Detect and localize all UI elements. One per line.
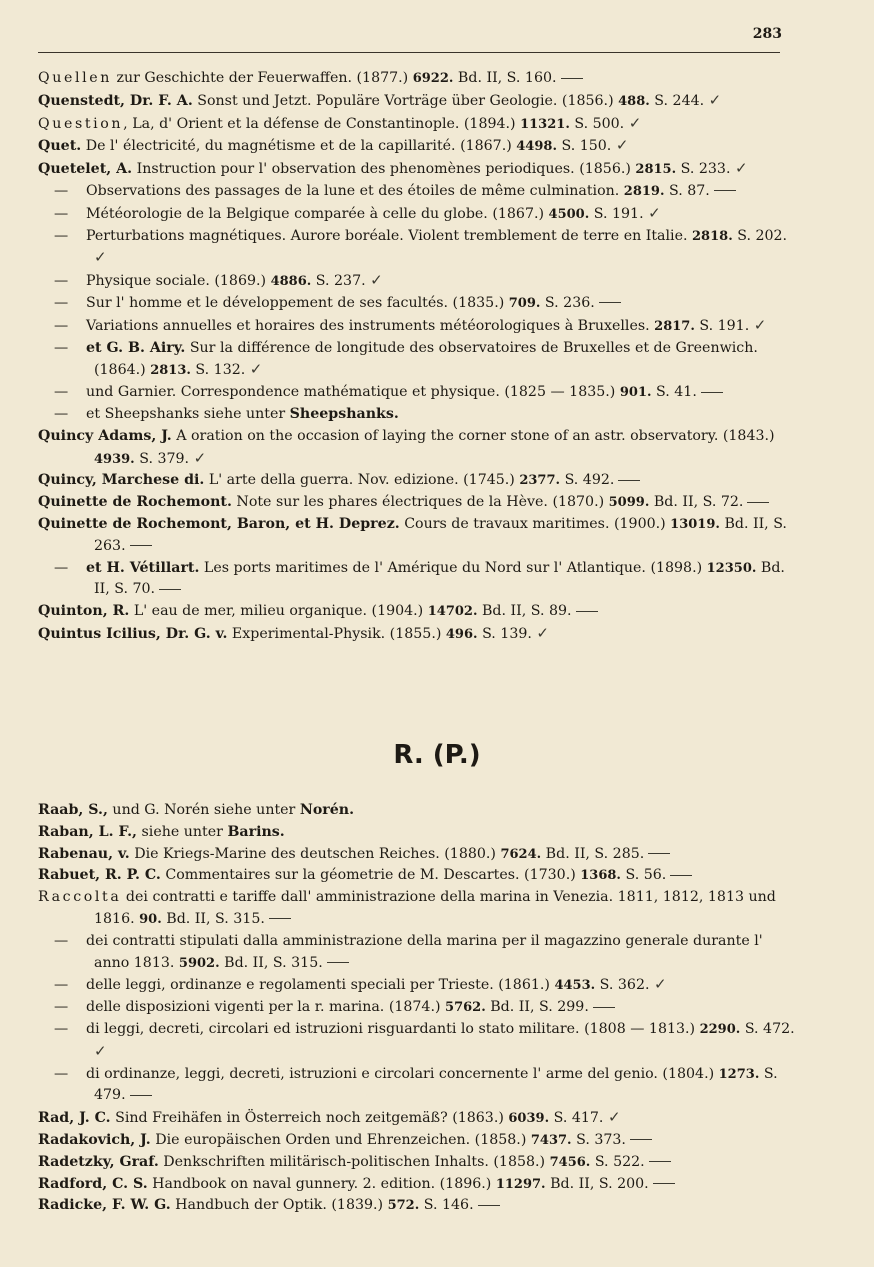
entry-heading: et H. Vétillart. <box>86 559 200 576</box>
dash-mark-icon <box>593 1007 615 1008</box>
dash-mark-icon <box>130 1095 152 1096</box>
catalog-number: 2813. <box>150 363 191 379</box>
check-mark-icon: ✓ <box>536 623 549 642</box>
entry-heading: Rabuet, R. P. C. <box>38 867 161 884</box>
dash-mark-icon <box>159 589 181 590</box>
ditto-dash: — <box>54 205 69 222</box>
entry-title: et Sheepshanks siehe unter <box>86 405 290 422</box>
ditto-dash: — <box>54 273 69 290</box>
header-rule <box>38 52 780 53</box>
dash-mark-icon <box>130 545 152 546</box>
entry-title: Cours de travaux maritimes. (1900.) <box>399 515 671 532</box>
entry-title: und G. Norén siehe unter <box>107 802 300 818</box>
entry-title: Note sur les phares électriques de la Hève. (1870.) <box>231 494 609 511</box>
entry-heading: Radetzky, Graf. <box>38 1153 159 1170</box>
catalog-number: 4453. <box>554 978 596 994</box>
sub-entry <box>38 1064 798 1108</box>
entry-title: De l' électricité, du magnétisme et de la capillarité. (1867.) <box>81 138 517 155</box>
page-reference: S. 379. <box>134 450 190 467</box>
entry-title: delle disposizioni vigenti per la r. marina. (1874.) <box>86 999 446 1016</box>
sub-entry <box>38 974 798 997</box>
catalog-entry <box>38 68 798 90</box>
page-reference: S. 236. <box>540 294 595 311</box>
catalog-entry <box>38 1152 798 1174</box>
entry-title: di ordinanze, leggi, decreti, istruzioni e circolari concernente l' arme del genio. (1804.) <box>86 1065 719 1082</box>
catalog-number: 2818. <box>692 228 733 244</box>
catalog-number: 7624. <box>500 846 542 862</box>
catalog-number: 5762. <box>445 1000 486 1016</box>
page-reference: Bd. II, S. 89. <box>477 603 572 620</box>
catalog-number: 7456. <box>549 1154 591 1170</box>
entry-title: Variations annuelles et horaires des instruments météorologiques à Bruxelles. <box>86 317 655 334</box>
dash-mark-icon <box>269 918 291 919</box>
entry-heading: Raban, L. F., <box>38 823 137 840</box>
entry-title: und Garnier. Correspondence mathématique et physique. (1825 — 1835.) <box>86 384 620 401</box>
catalog-entry <box>38 844 798 866</box>
page-reference: S. 500. <box>569 115 625 132</box>
catalog-entry <box>38 426 798 471</box>
catalog-number: 4498. <box>516 139 557 155</box>
spaced-heading: Quellen <box>38 70 112 86</box>
catalog-number: 11297. <box>495 1176 546 1192</box>
catalog-number: 5902. <box>178 955 220 971</box>
page-reference: S. 191. <box>694 317 750 334</box>
ditto-dash: — <box>54 384 69 401</box>
catalog-number: 4939. <box>94 451 135 467</box>
catalog-entry <box>38 865 798 887</box>
catalog-number: 1273. <box>718 1066 760 1082</box>
page-reference: S. 146. <box>419 1197 474 1214</box>
catalog-entry <box>38 514 798 558</box>
catalog-entry <box>38 492 798 514</box>
catalog-number: 7437. <box>530 1132 572 1148</box>
entry-title: Handbook on naval gunnery. 2. edition. (1896.) <box>147 1175 496 1192</box>
catalog-number: 488. <box>618 93 650 109</box>
entry-title: siehe unter <box>137 823 228 840</box>
entry-title: Les ports maritimes de l' Amérique du Nord sur l' Atlantique. (1898.) <box>199 559 707 576</box>
entry-heading: Quintus Icilius, Dr. G. v. <box>38 625 228 642</box>
entry-title: Sind Freihäfen in Österreich noch zeitgemäß? (1863.) <box>110 1110 509 1127</box>
page-reference: Bd. II, S. 315. <box>219 954 323 971</box>
page-reference: S. 244. <box>649 92 705 109</box>
sub-entry <box>38 181 798 203</box>
ditto-dash: — <box>54 182 69 199</box>
page-reference: S. 191. <box>589 205 644 222</box>
page-reference: S. 362. <box>595 977 650 994</box>
dash-mark-icon <box>649 1161 671 1162</box>
dash-mark-icon <box>576 611 598 612</box>
entry-title: Commentaires sur la géometrie de M. Descartes. (1730.) <box>160 867 581 884</box>
entry-heading: Quenstedt, Dr. F. A. <box>38 92 193 109</box>
entry-heading: Quinton, R. <box>38 603 130 620</box>
check-mark-icon: ✓ <box>734 159 748 178</box>
entry-title: di leggi, decreti, circolari ed istruzioni risguardanti lo stato militare. (1808 — 1813.) <box>86 1020 700 1037</box>
page-reference: S. 202. <box>732 227 788 244</box>
check-mark-icon: ✓ <box>654 975 667 994</box>
entry-title: dei contratti e tariffe dall' amministrazione della marina in Venezia. 1811, 1812, 1813 und 1816. <box>94 889 776 927</box>
sub-entry <box>38 270 798 293</box>
page-reference: S. 492. <box>560 472 615 489</box>
ditto-dash: — <box>54 977 69 994</box>
entry-title: Physique sociale. (1869.) <box>86 273 271 290</box>
dash-mark-icon <box>653 1183 675 1184</box>
entry-title: Die Kriegs-Marine des deutschen Reiches. (1880.) <box>129 845 501 862</box>
dash-mark-icon <box>747 502 769 503</box>
sub-entry <box>38 404 798 426</box>
check-mark-icon: ✓ <box>628 113 642 132</box>
dash-mark-icon <box>561 78 583 79</box>
entry-title: L' eau de mer, milieu organique. (1904.) <box>129 603 428 620</box>
catalog-number: 4886. <box>270 274 312 290</box>
check-mark-icon: ✓ <box>94 248 107 267</box>
catalog-number: 2819. <box>623 183 665 199</box>
catalog-number: 11321. <box>520 116 570 132</box>
page-reference: S. 139. <box>477 625 532 642</box>
catalog-entry <box>38 470 798 492</box>
page-reference: Bd. II, S. 70. <box>94 559 785 598</box>
ditto-dash: — <box>54 227 69 244</box>
page-reference: Bd. II, S. 285. <box>541 845 645 862</box>
catalog-number: 5099. <box>608 495 650 511</box>
ditto-dash: — <box>54 1020 69 1037</box>
entry-title: delle leggi, ordinanze e regolamenti speciali per Trieste. (1861.) <box>86 977 555 994</box>
check-mark-icon: ✓ <box>648 203 661 222</box>
sub-entry <box>38 226 798 271</box>
page-reference: Bd. II, S. 160. <box>453 70 557 86</box>
entry-heading: Quinette de Rochemont. <box>38 494 232 511</box>
ditto-dash: — <box>54 1065 69 1082</box>
catalog-number: 709. <box>508 295 541 311</box>
page-reference: S. 233. <box>676 161 731 178</box>
sub-entry <box>38 1019 798 1064</box>
ditto-dash: — <box>54 932 69 949</box>
catalog-entry <box>38 1130 798 1152</box>
cross-reference: Sheepshanks. <box>289 405 399 422</box>
page-reference: S. 479. <box>94 1065 778 1104</box>
ditto-dash: — <box>54 405 69 422</box>
entry-title: Denkschriften militärisch-politischen Inhalts. (1858.) <box>158 1153 550 1170</box>
spaced-heading: Question <box>38 115 124 132</box>
check-mark-icon: ✓ <box>94 1041 107 1060</box>
dash-mark-icon <box>648 853 670 854</box>
dash-mark-icon <box>478 1205 500 1206</box>
entry-title: Experimental-Physik. (1855.) <box>227 625 446 642</box>
page-reference: S. 373. <box>571 1131 626 1148</box>
entry-title: Handbuch der Optik. (1839.) <box>170 1197 388 1214</box>
page-reference: S. 417. <box>549 1110 604 1127</box>
catalog-entry <box>38 90 798 113</box>
entry-heading: Radford, C. S. <box>38 1175 148 1192</box>
entry-heading: Quincy Adams, J. <box>38 427 172 444</box>
catalog-entry <box>38 887 798 931</box>
catalog-number: 14702. <box>427 604 478 620</box>
page-reference: S. 522. <box>590 1153 645 1170</box>
page-reference: S. 472. <box>740 1020 795 1037</box>
catalog-number: 6922. <box>412 71 454 86</box>
dash-mark-icon <box>670 875 692 876</box>
sub-entry <box>38 315 798 338</box>
page-number: 283 <box>752 26 782 42</box>
page-reference: S. 41. <box>651 384 697 401</box>
catalog-number: 496. <box>445 626 478 642</box>
catalog-number: 4500. <box>548 206 590 222</box>
catalog-number: 901. <box>619 385 652 401</box>
page-reference: Bd. II, S. 299. <box>485 999 589 1016</box>
page-reference: Bd. II, S. 315. <box>161 910 265 927</box>
dash-mark-icon <box>327 962 349 963</box>
sub-entry <box>38 382 798 404</box>
ditto-dash: — <box>54 999 69 1016</box>
sub-entry <box>38 203 798 226</box>
dash-mark-icon <box>618 480 640 481</box>
spaced-heading: Raccolta <box>38 889 122 906</box>
entry-heading: Rad, J. C. <box>38 1110 111 1127</box>
catalog-number: 6039. <box>508 1111 550 1127</box>
catalog-entry <box>38 623 798 646</box>
entry-title: Météorologie de la Belgique comparée à celle du globe. (1867.) <box>86 205 549 222</box>
check-mark-icon: ✓ <box>607 1108 621 1127</box>
catalog-entry <box>38 800 798 822</box>
ditto-dash: — <box>54 559 69 576</box>
catalog-number: 12350. <box>706 560 757 576</box>
page-reference: Bd. II, S. 263. <box>94 515 787 554</box>
entry-title: Die europäischen Orden und Ehrenzeichen. (1858.) <box>150 1131 531 1148</box>
entry-heading: et G. B. Airy. <box>86 339 186 356</box>
sub-entry <box>38 997 798 1019</box>
check-mark-icon: ✓ <box>615 136 629 155</box>
dash-mark-icon <box>599 302 621 303</box>
catalog-entry <box>38 135 798 158</box>
cross-reference: Barins. <box>227 823 285 840</box>
ditto-dash: — <box>54 339 69 356</box>
entry-title: zur Geschichte der Feuerwaffen. (1877.) <box>111 70 413 86</box>
entry-title: Sur la différence de longitude des observatoires de Bruxelles et de Greenwich. (1864.) <box>94 339 758 379</box>
entry-title: L' arte della guerra. Nov. edizione. (1745.) <box>204 472 520 489</box>
section-heading: R. (P.) <box>393 740 481 770</box>
entry-heading: Quincy, Marchese di. <box>38 472 205 489</box>
entry-title: dei contratti stipulati dalla amministrazione della marina per il magazzino generale durante l' anno 1813. <box>86 932 763 971</box>
cross-reference: Norén. <box>299 802 355 818</box>
entry-heading: Rabenau, v. <box>38 845 130 862</box>
entry-title: A oration on the occasion of laying the corner stone of an astr. observatory. (1843.) <box>171 427 775 444</box>
entry-heading: Radicke, F. W. G. <box>38 1197 171 1214</box>
entry-heading: Quinette de Rochemont, Baron, et H. Deprez. <box>38 515 400 532</box>
catalog-entry <box>38 1107 798 1130</box>
entry-heading: Radakovich, J. <box>38 1131 151 1148</box>
catalog-number: 13019. <box>670 516 720 532</box>
page-reference: S. 237. <box>311 273 366 290</box>
entry-heading: Quet. <box>38 138 82 155</box>
entry-heading: Raab, S., <box>38 802 108 818</box>
page-reference: S. 150. <box>556 138 612 155</box>
entry-title: Instruction pour l' observation des phenomènes periodiques. (1856.) <box>132 161 636 178</box>
entries-q <box>38 68 798 646</box>
catalog-entry <box>38 158 798 181</box>
catalog-number: 572. <box>387 1198 420 1214</box>
sub-entry <box>38 293 798 315</box>
ditto-dash: — <box>54 294 69 311</box>
page-reference: S. 56. <box>620 867 667 884</box>
entry-title: Sonst und Jetzt. Populäre Vorträge über Geologie. (1856.) <box>192 92 619 109</box>
ditto-dash: — <box>54 317 69 334</box>
page-reference: Bd. II, S. 200. <box>545 1175 649 1192</box>
sub-entry <box>38 338 798 383</box>
check-mark-icon: ✓ <box>193 448 207 467</box>
catalog-number: 2817. <box>654 318 695 334</box>
dash-mark-icon <box>701 392 723 393</box>
catalog-number: 2377. <box>519 473 561 489</box>
catalog-entry <box>38 822 798 844</box>
catalog-entry <box>38 1195 798 1217</box>
catalog-entry <box>38 601 798 623</box>
dash-mark-icon <box>714 190 736 191</box>
check-mark-icon: ✓ <box>249 360 263 379</box>
entry-title: Sur l' homme et le développement de ses facultés. (1835.) <box>86 294 509 311</box>
sub-entry <box>38 931 798 975</box>
entry-title: Perturbations magnétiques. Aurore boréale. Violent tremblement de terre en Italie. <box>86 227 693 244</box>
check-mark-icon: ✓ <box>753 315 767 334</box>
sub-entry <box>38 558 798 602</box>
entry-heading: Quetelet, A. <box>38 161 133 178</box>
catalog-number: 2290. <box>699 1021 741 1037</box>
dash-mark-icon <box>630 1139 652 1140</box>
page-reference: S. 132. <box>190 362 246 379</box>
entry-title: Observations des passages de la lune et des étoiles de même culmination. <box>86 182 624 199</box>
catalog-number: 2815. <box>635 162 677 178</box>
page-reference: Bd. II, S. 72. <box>649 494 744 511</box>
catalog-entry <box>38 113 798 136</box>
catalog-number: 1368. <box>580 868 621 884</box>
check-mark-icon: ✓ <box>370 271 383 290</box>
catalog-number: 90. <box>139 911 162 927</box>
page-reference: S. 87. <box>664 182 710 199</box>
entry-title: , La, d' Orient et la défense de Constantinople. (1894.) <box>123 115 521 132</box>
check-mark-icon: ✓ <box>708 90 722 109</box>
catalog-entry <box>38 1174 798 1196</box>
entries-r <box>38 800 798 1217</box>
